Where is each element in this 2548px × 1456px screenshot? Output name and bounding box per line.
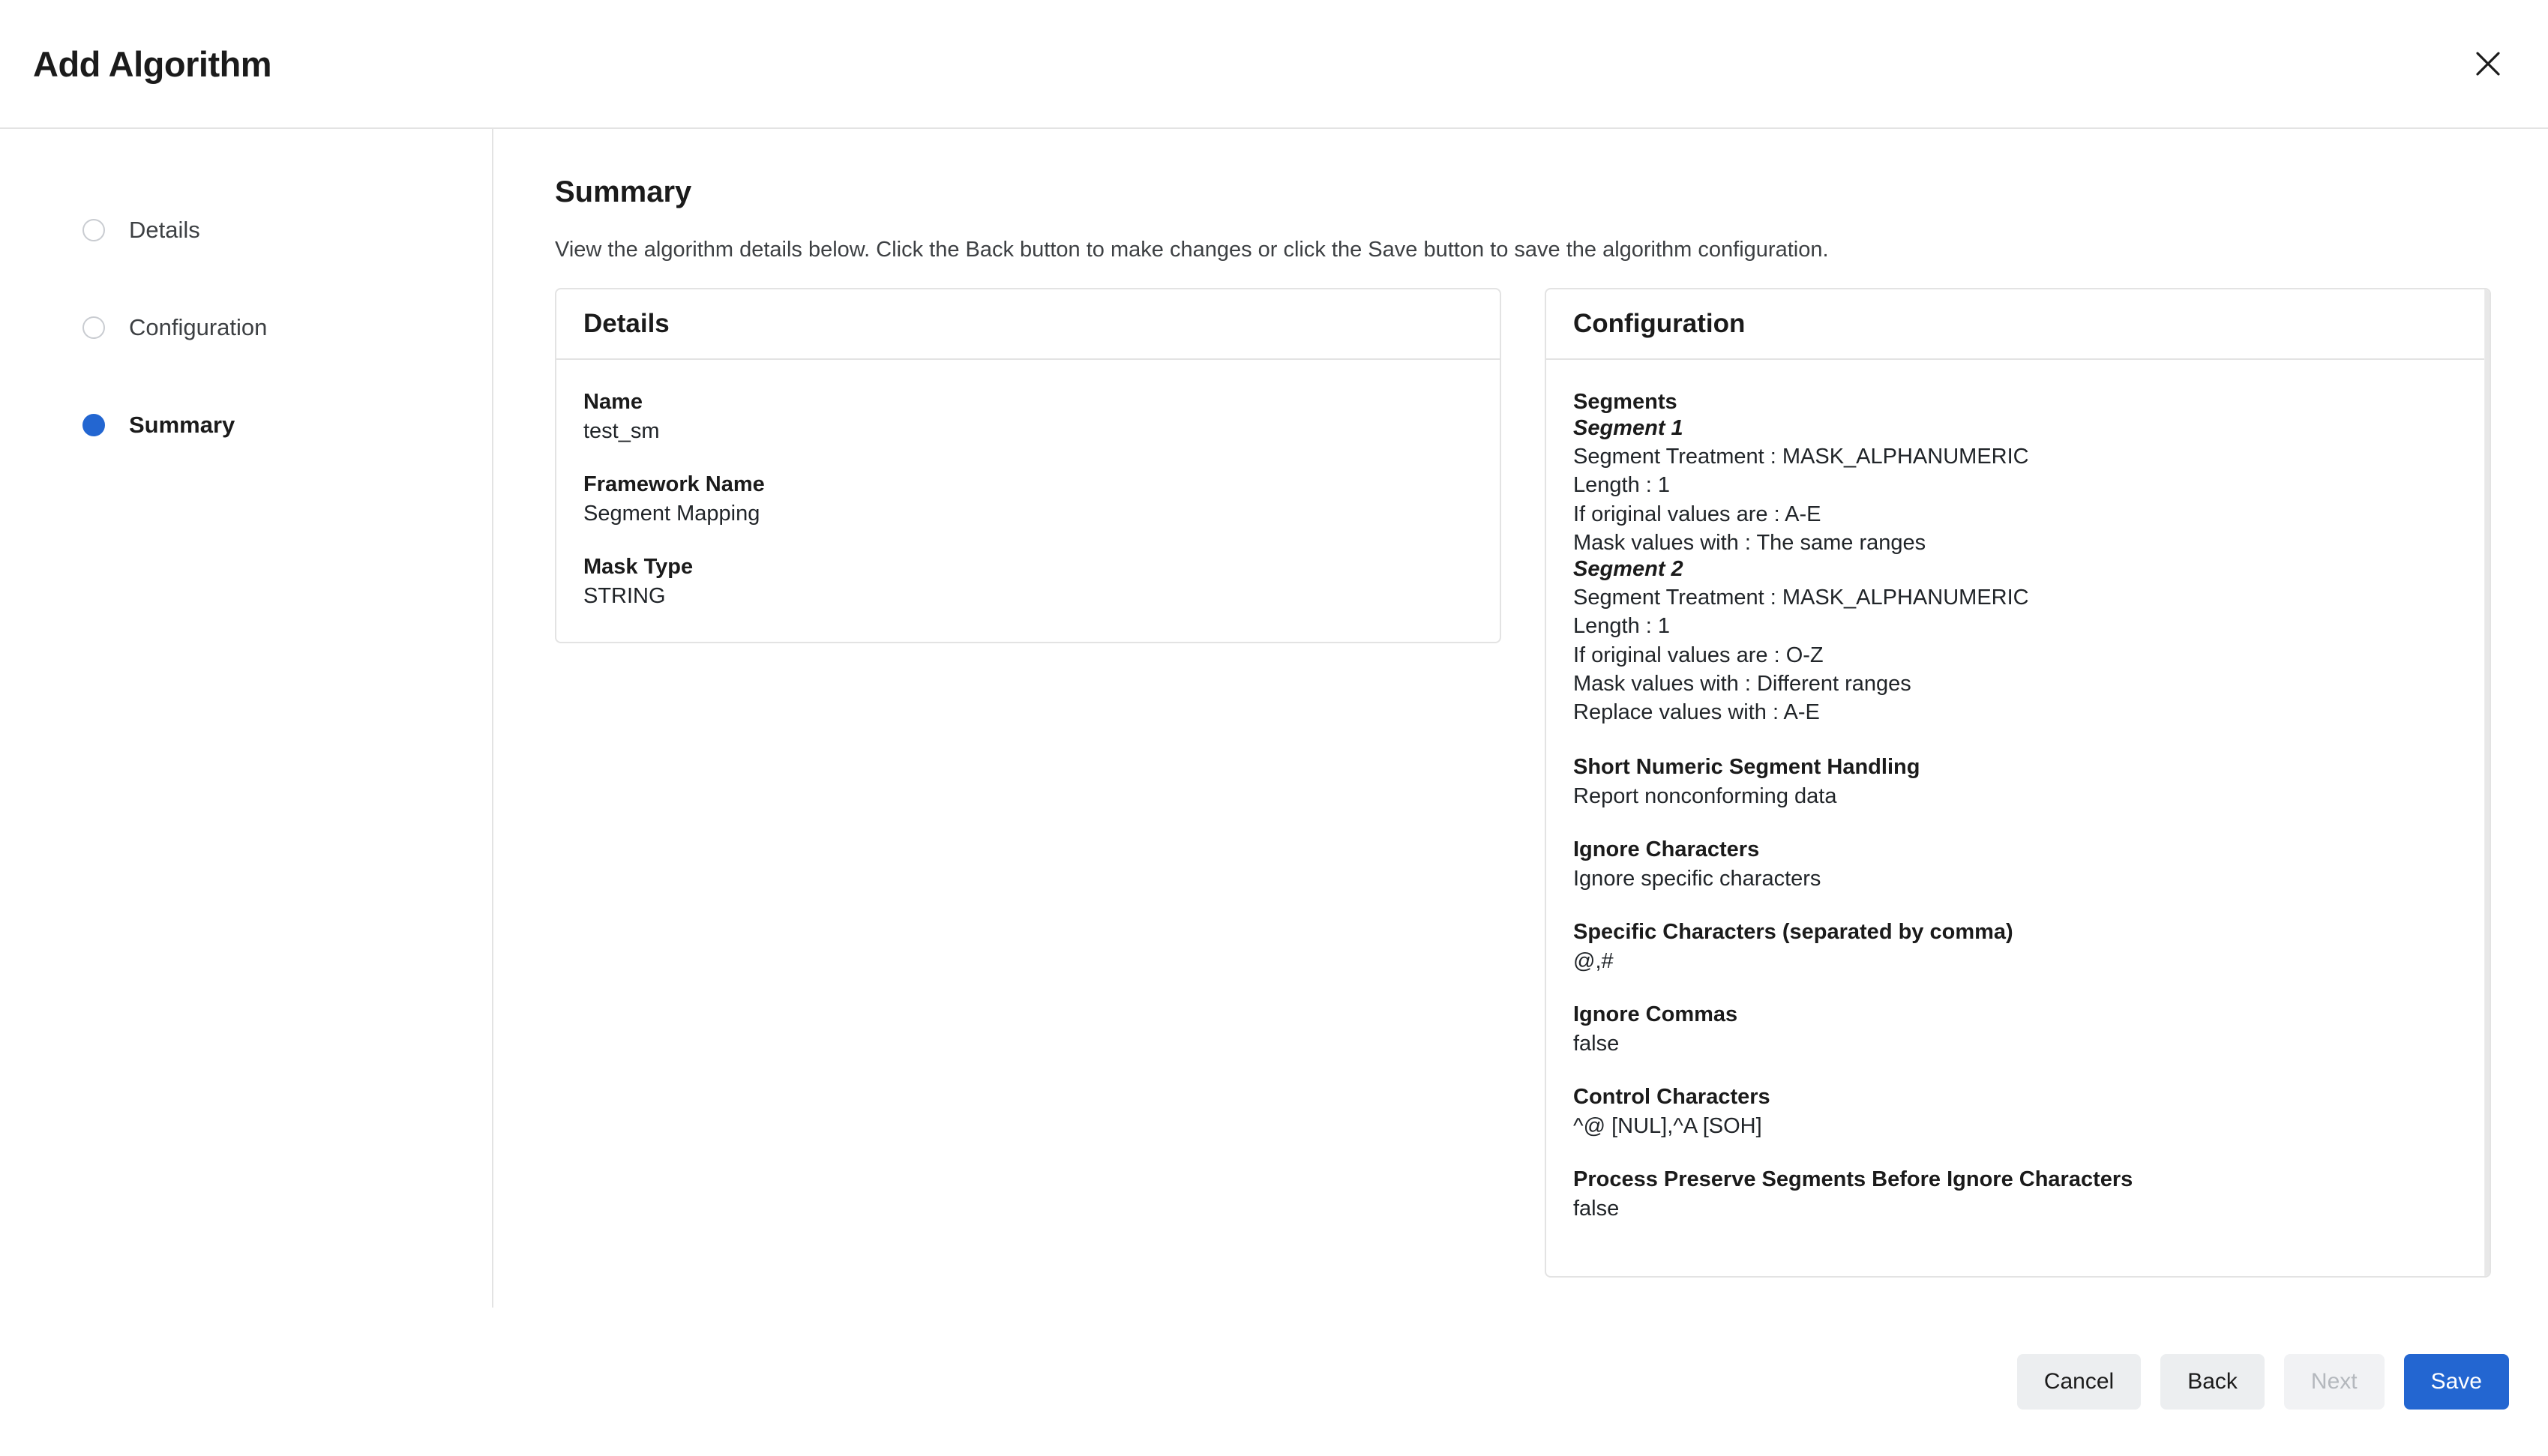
field-value: Report nonconforming data <box>1573 784 1837 809</box>
scrollbar-thumb[interactable] <box>2485 289 2490 1278</box>
summary-content <box>493 129 2548 1308</box>
segment-line: If original values are : O-Z <box>1573 643 1824 667</box>
page-title: Add Algorithm <box>33 43 272 84</box>
segment-line: Mask values with : Different ranges <box>1573 671 1911 696</box>
field-value: Segment Mapping <box>583 502 760 526</box>
field-ignore-commas <box>1573 1002 2463 1056</box>
stepper-label-details: Details <box>129 217 200 243</box>
segment-line: Length : 1 <box>1573 614 1670 639</box>
modal-footer <box>0 1308 2548 1456</box>
field-value: false <box>1573 1197 1620 1221</box>
field-value: @,# <box>1573 949 1614 974</box>
segment-line: If original values are : A-E <box>1573 502 1821 526</box>
cancel-button[interactable]: Cancel <box>2017 1354 2141 1410</box>
step-dot-icon <box>82 316 105 339</box>
field-value: Ignore specific characters <box>1573 867 1821 891</box>
stepper-item-summary[interactable] <box>0 376 492 474</box>
field-label: Short Numeric Segment Handling <box>1573 755 1920 780</box>
field-mask-type <box>583 555 1473 609</box>
configuration-panel-scrollbar[interactable] <box>2484 289 2490 1276</box>
next-button: Next <box>2284 1354 2385 1410</box>
field-short-numeric-segment-handling <box>1573 755 2463 809</box>
back-button[interactable]: Back <box>2160 1354 2265 1410</box>
configuration-panel-content <box>1546 360 2490 1221</box>
field-label: Process Preserve Segments Before Ignore Characters <box>1573 1167 2133 1192</box>
section-title: Summary <box>555 175 692 208</box>
section-description: View the algorithm details below. Click the Back button to make changes or click the Save button to save the algorithm configuration. <box>555 238 1829 262</box>
field-name <box>583 390 1473 444</box>
field-label: Ignore Characters <box>1573 837 1760 862</box>
segments-label: Segments <box>1573 390 1677 414</box>
wizard-stepper <box>0 129 493 1308</box>
close-icon <box>2472 48 2504 79</box>
segment-line: Length : 1 <box>1573 473 1670 498</box>
field-value: false <box>1573 1032 1620 1056</box>
modal-header <box>0 0 2548 129</box>
field-label: Specific Characters (separated by comma) <box>1573 920 2013 945</box>
field-label: Ignore Commas <box>1573 1002 1738 1027</box>
segments-group <box>1573 390 2463 727</box>
close-button[interactable] <box>2464 40 2512 88</box>
segment-line: Segment Treatment : MASK_ALPHANUMERIC <box>1573 445 2029 469</box>
segment-line: Mask values with : The same ranges <box>1573 530 1926 555</box>
segment-title: Segment 1 <box>1573 416 1683 440</box>
save-button[interactable]: Save <box>2404 1354 2509 1410</box>
details-panel <box>555 288 1501 643</box>
details-panel-heading: Details <box>556 289 1500 360</box>
step-dot-icon <box>82 219 105 241</box>
field-ignore-characters <box>1573 837 2463 891</box>
field-value: STRING <box>583 584 666 608</box>
details-panel-content <box>556 360 1500 642</box>
stepper-item-details[interactable] <box>0 181 492 279</box>
field-value: test_sm <box>583 419 660 443</box>
modal-body <box>0 129 2548 1308</box>
field-label: Mask Type <box>583 555 694 579</box>
field-process-preserve-segments <box>1573 1167 2463 1221</box>
segment-block <box>1573 416 2463 557</box>
field-framework-name <box>583 472 1473 526</box>
configuration-panel <box>1545 288 2491 1278</box>
step-dot-icon <box>82 414 105 436</box>
stepper-label-summary: Summary <box>129 412 235 438</box>
segment-line: Replace values with : A-E <box>1573 700 1820 725</box>
field-label: Control Characters <box>1573 1085 1770 1110</box>
field-value: ^@ [NUL],^A [SOH] <box>1573 1114 1762 1139</box>
summary-panels <box>555 288 2548 1278</box>
configuration-panel-heading: Configuration <box>1546 289 2490 360</box>
segment-title: Segment 2 <box>1573 557 1683 582</box>
segment-line: Segment Treatment : MASK_ALPHANUMERIC <box>1573 586 2029 610</box>
field-specific-characters <box>1573 920 2463 974</box>
field-label: Framework Name <box>583 472 765 496</box>
field-control-characters <box>1573 1085 2463 1139</box>
stepper-item-configuration[interactable] <box>0 279 492 376</box>
field-label: Name <box>583 390 643 414</box>
stepper-label-configuration: Configuration <box>129 314 268 340</box>
segment-block <box>1573 557 2463 727</box>
